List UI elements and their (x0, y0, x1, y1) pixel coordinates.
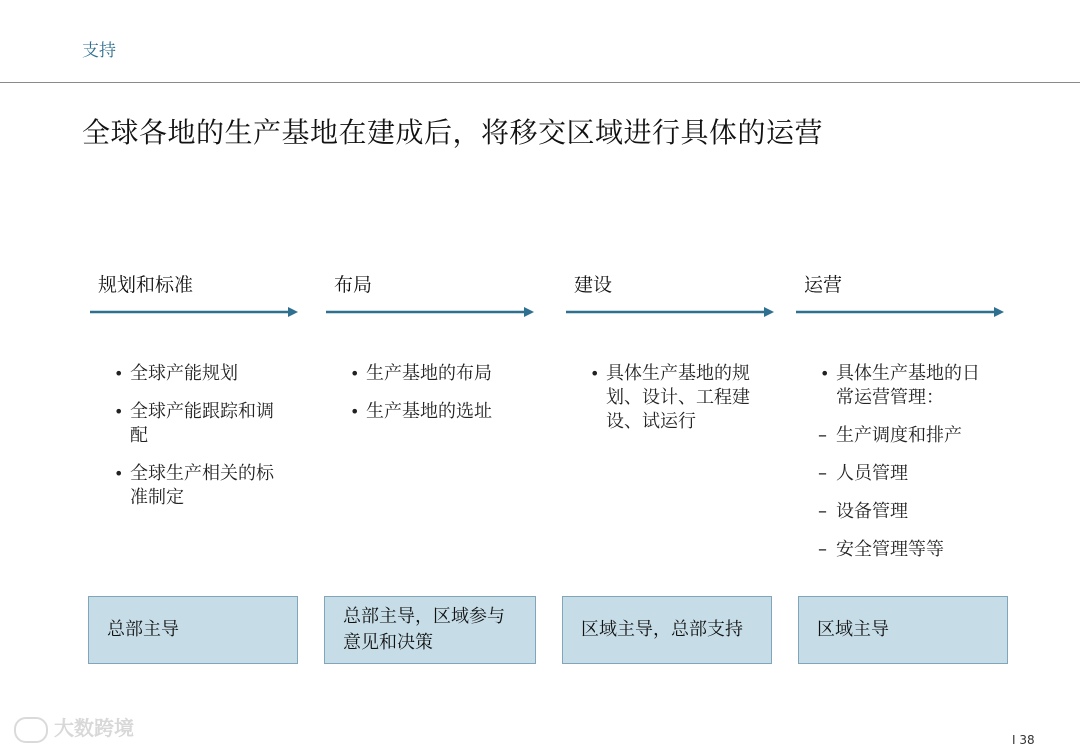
dash-icon: – (818, 539, 827, 560)
column-header: 规划和标准 (98, 274, 194, 296)
responsibility-box: 区域主导，总部支持 (562, 596, 772, 664)
sub-bullet-list (784, 424, 1036, 562)
process-arrow (90, 306, 330, 318)
column-header: 建设 (574, 274, 613, 296)
list-item: • 具体生产基地的日常运营管理： (820, 363, 980, 408)
list-item: • 全球生产相关的标准制定 (114, 463, 274, 508)
column-construction (566, 270, 806, 448)
responsibility-box: 总部主导，区域参与意见和决策 (324, 596, 536, 664)
dash-icon: – (818, 501, 827, 522)
page-number: I 38 (1012, 733, 1035, 747)
column-operation (796, 270, 1036, 576)
slide-title: 全球各地的生产基地在建成后，将移交区域进行具体的运营 (82, 116, 824, 149)
bullet-list (796, 362, 1036, 410)
list-item: • 全球产能跟踪和调配 (114, 401, 274, 446)
responsibility-box: 区域主导 (798, 596, 1008, 664)
sub-list-item: – 设备管理 (818, 501, 908, 522)
watermark-logo-icon (14, 717, 48, 743)
bullet-icon: • (350, 364, 360, 383)
sub-list-item: – 生产调度和排产 (818, 425, 962, 446)
bullet-icon: • (114, 402, 124, 421)
list-item: • 生产基地的布局 (350, 363, 492, 384)
column-planning (90, 270, 330, 524)
process-arrow (796, 306, 1036, 318)
column-header: 运营 (804, 274, 843, 296)
section-tag: 支持 (82, 41, 116, 61)
column-header: 布局 (334, 274, 373, 296)
dash-icon: – (818, 425, 827, 446)
list-item: • 生产基地的选址 (350, 401, 492, 422)
sub-list-item: – 人员管理 (818, 463, 908, 484)
list-item: • 全球产能规划 (114, 363, 238, 384)
dash-icon: – (818, 463, 827, 484)
bullet-list (326, 362, 566, 424)
sub-list-item: – 安全管理等等 (818, 539, 944, 560)
bullet-icon: • (820, 364, 830, 383)
bullet-icon: • (590, 364, 600, 383)
top-divider (0, 82, 1080, 83)
column-layout (326, 270, 566, 438)
bullet-list (90, 362, 330, 510)
watermark: 大数跨境 (14, 712, 134, 743)
process-arrow (326, 306, 566, 318)
list-item: • 具体生产基地的规划、设计、工程建设、试运行 (590, 363, 750, 432)
bullet-icon: • (350, 402, 360, 421)
process-arrow (566, 306, 806, 318)
bullet-icon: • (114, 364, 124, 383)
responsibility-box: 总部主导 (88, 596, 298, 664)
bullet-icon: • (114, 464, 124, 483)
bullet-list (566, 362, 806, 434)
